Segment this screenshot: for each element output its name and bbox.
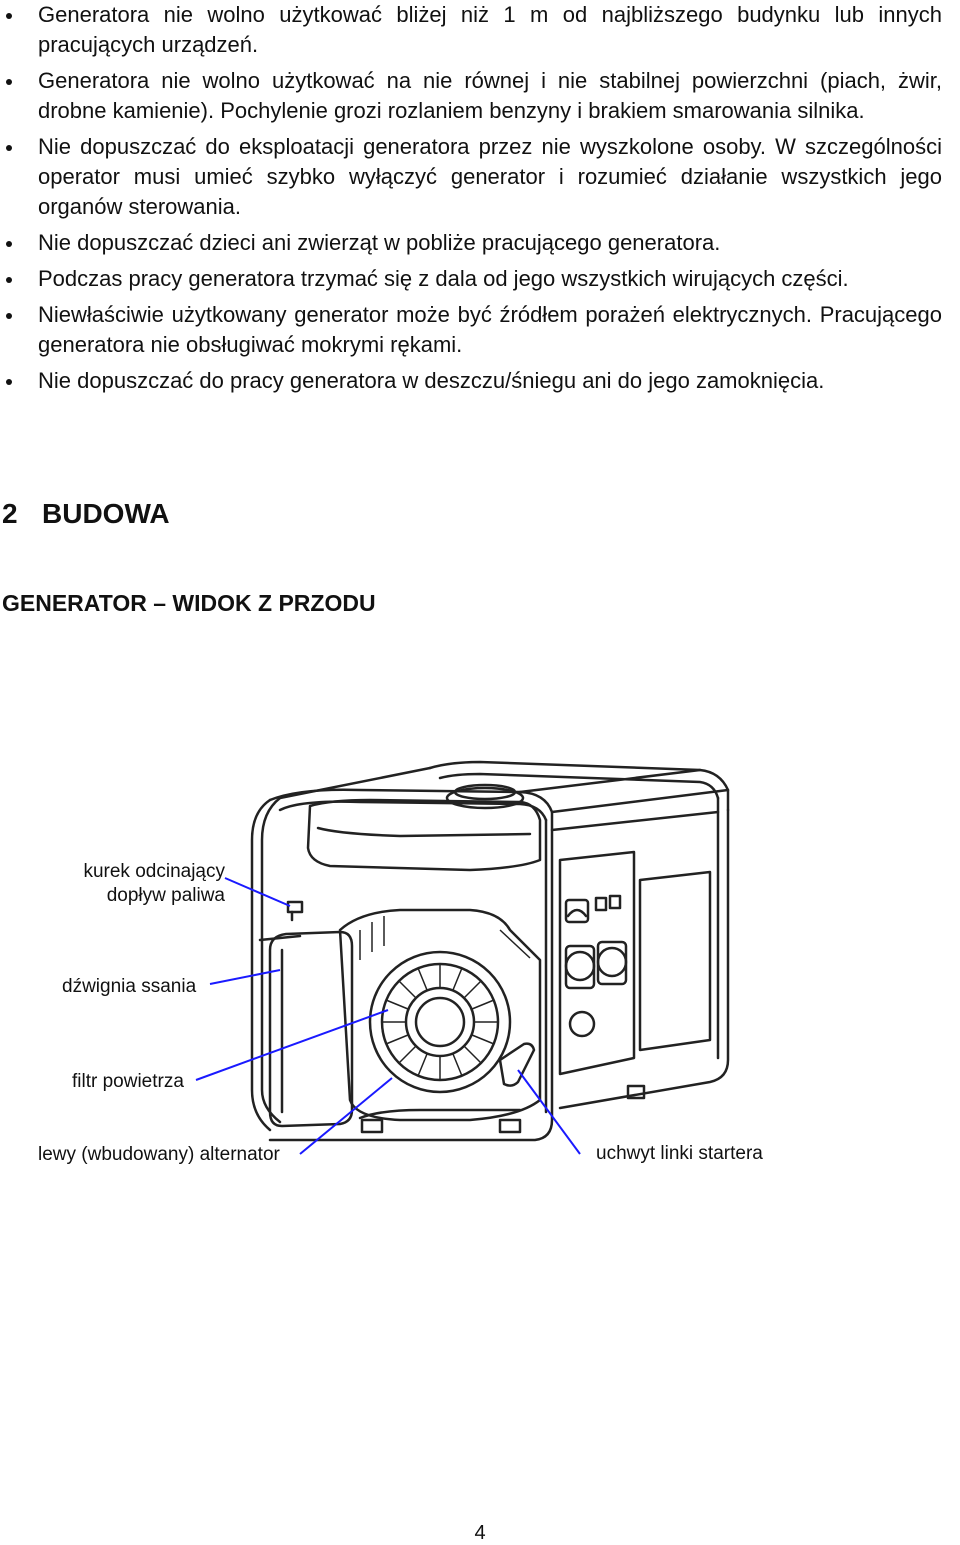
leader-line-alternator	[300, 1078, 392, 1154]
list-item-text: Generatora nie wolno użytkować bliżej niż 1 m od najbliższego budynku lub innych pracujących urządzeń.	[38, 2, 942, 57]
callout-air-filter: filtr powietrza	[72, 1071, 184, 1092]
callout-alternator: lewy (wbudowany) alternator	[38, 1144, 280, 1165]
callout-choke: dźwignia ssania	[62, 976, 197, 997]
callout-fuel-valve	[60, 860, 225, 908]
list-item-text: Nie dopuszczać do pracy generatora w deszczu/śniegu ani do jego zamoknięcia.	[38, 368, 825, 393]
frame-right-side	[270, 812, 552, 1140]
list-item-text: Nie dopuszczać do eksploatacji generatora przez nie wyszkolone osoby. W szczególności operator musi umieć szybko wyłączyć generator i rozumieć działanie wszystkich jego organów sterowania.	[38, 134, 942, 219]
section-title: BUDOWA	[42, 498, 170, 529]
fuel-valve	[288, 902, 302, 912]
page-number: 4	[474, 1522, 486, 1544]
figure-title: GENERATOR – WIDOK Z PRZODU	[2, 590, 376, 616]
leader-line-starter-handle	[518, 1070, 580, 1154]
list-item-text: Podczas pracy generatora trzymać się z dala od jego wszystkich wirujących części.	[38, 266, 849, 291]
section-number: 2	[2, 498, 18, 529]
callout-fuel-valve-line2: dopływ paliwa	[106, 885, 225, 906]
callout-fuel-valve-line1: kurek odcinający	[83, 861, 225, 882]
leader-line-fuel-valve	[225, 878, 290, 906]
list-item-text: Generatora nie wolno użytkować na nie równej i nie stabilnej powierzchni (piach, żwir, drobne kamienie). Pochylenie grozi rozlaniem benzyny i brakiem smarowania silnika.	[38, 68, 942, 123]
list-item-text: Niewłaściwie użytkowany generator może być źródłem porażeń elektrycznych. Pracującego generatora nie obsługiwać mokrymi rękami.	[38, 302, 942, 357]
list-item-text: Nie dopuszczać dzieci ani zwierząt w pobliże pracującego generatora.	[38, 230, 721, 255]
leader-line-air-filter	[196, 1010, 388, 1080]
socket-icon	[566, 952, 594, 980]
callout-starter-handle: uchwyt linki startera	[596, 1143, 763, 1164]
